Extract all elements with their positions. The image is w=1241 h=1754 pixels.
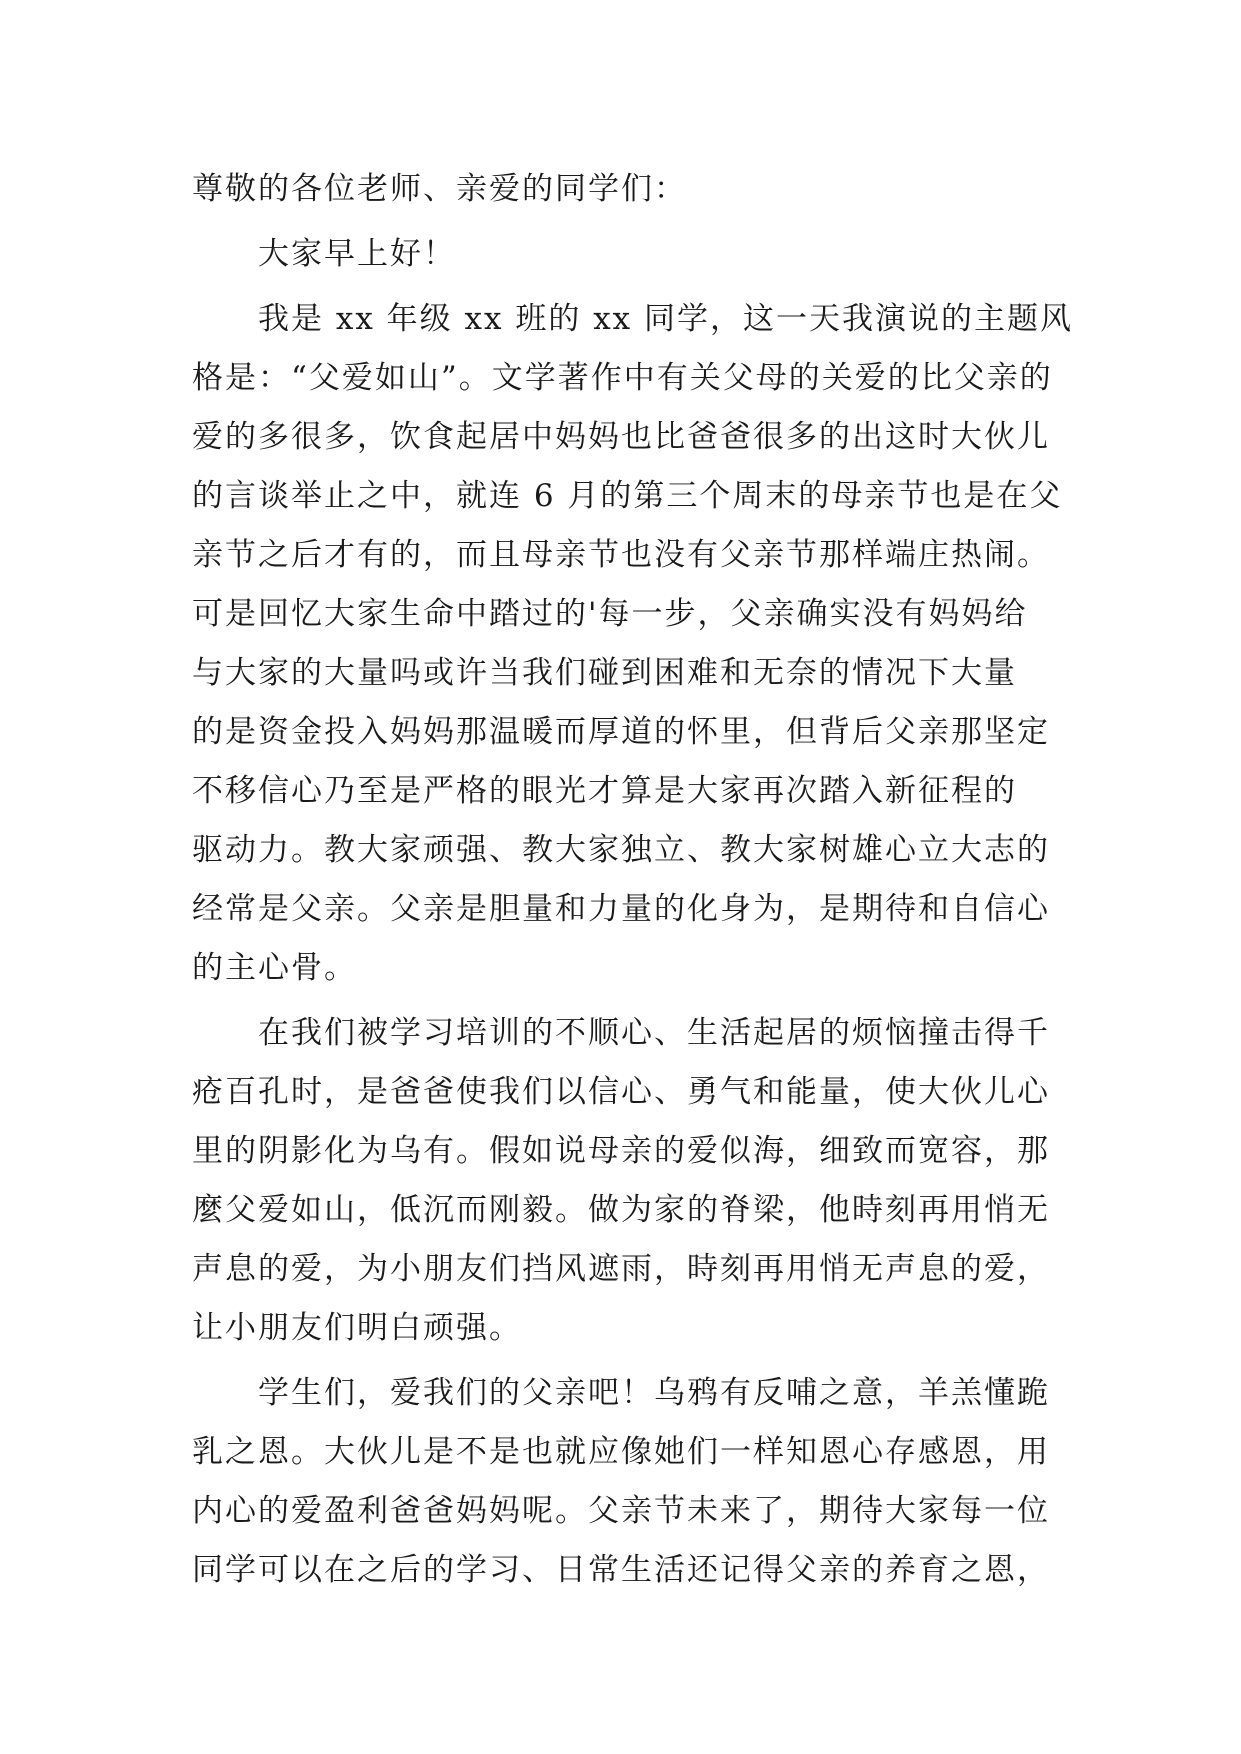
paragraph-line: 的言谈举止之中，就连 6 月的第三个周末的母亲节也是在父 — [192, 478, 1063, 514]
paragraph-line: 同学可以在之后的学习、日常生活还记得父亲的养育之恩， — [192, 1552, 1050, 1588]
paragraph-line: 让小朋友们明白顽强。 — [192, 1310, 522, 1346]
paragraph-line: 内心的爱盈利爸爸妈妈呢。父亲节未来了，期待大家每一位 — [192, 1493, 1050, 1529]
paragraph-line: 亲节之后才有的，而且母亲节也没有父亲节那样端庄热闹。 — [192, 537, 1050, 573]
paragraph-line: 我是 xx 年级 xx 班的 xx 同学，这一天我演说的主题风 — [258, 301, 1074, 337]
paragraph-line: 在我们被学习培训的不顺心、生活起居的烦恼撞击得千 — [258, 1015, 1050, 1051]
paragraph-line: 乳之恩。大伙儿是不是也就应像她们一样知恩心存感恩，用 — [192, 1434, 1050, 1470]
paragraph-line: 可是回忆大家生命中踏过的'每一步，父亲确实没有妈妈给 — [192, 596, 1028, 632]
paragraph-line: 驱动力。教大家顽强、教大家独立、教大家树雄心立大志的 — [192, 832, 1050, 868]
paragraph-line: 里的阴影化为乌有。假如说母亲的爱似海，细致而宽容，那 — [192, 1133, 1050, 1169]
paragraph-line: 的主心骨。 — [192, 950, 357, 986]
speech-text — [192, 160, 1074, 1600]
paragraph-line: 声息的爱，为小朋友们挡风遮雨，時刻再用悄无声息的爱， — [192, 1251, 1050, 1287]
paragraph-line: 疮百孔时，是爸爸使我们以信心、勇气和能量，使大伙儿心 — [192, 1074, 1050, 1110]
paragraph-line: 格是：“父爱如山”。文学著作中有关父母的关爱的比父亲的 — [192, 360, 1053, 396]
paragraph-line: 爱的多很多，饮食起居中妈妈也比爸爸很多的出这时大伙儿 — [192, 419, 1050, 455]
salutation-line: 尊敬的各位老师、亲爱的同学们： — [192, 171, 687, 207]
paragraph-line: 学生们，爱我们的父亲吧！乌鸦有反哺之意，羊羔懂跪 — [258, 1375, 1050, 1411]
paragraph-line: 与大家的大量吗或许当我们碰到困难和无奈的情况下大量 — [192, 655, 1017, 691]
paragraph-line: 的是资金投入妈妈那温暖而厚道的怀里，但背后父亲那坚定 — [192, 714, 1050, 750]
greeting-line: 大家早上好！ — [258, 236, 456, 272]
paragraph-line: 不移信心乃至是严格的眼光才算是大家再次踏入新征程的 — [192, 773, 1017, 809]
paragraph-line: 经常是父亲。父亲是胆量和力量的化身为，是期待和自信心 — [192, 891, 1050, 927]
paragraph-line: 麼父爱如山，低沉而刚毅。做为家的脊梁，他時刻再用悄无 — [192, 1192, 1050, 1228]
